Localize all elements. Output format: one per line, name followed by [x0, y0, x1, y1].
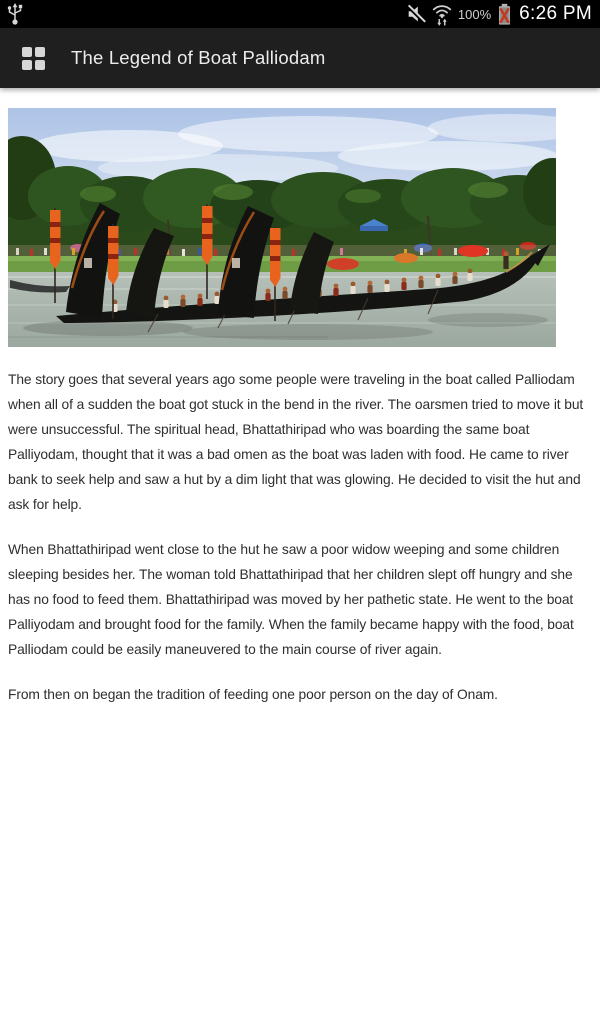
usb-icon — [5, 2, 25, 26]
status-bar[interactable] — [0, 0, 600, 28]
clock-label: 6:26 PM — [519, 3, 592, 24]
app-bar — [0, 28, 600, 88]
grid-menu-button[interactable] — [16, 41, 51, 76]
paragraph-1: The story goes that several years ago some people were traveling in the boat called Palliodam when all of a sudden the boat got stuck in the bend in the river. The oarsmen tried to move it but were unsuccessful. The spiritual head, Bhattathiripad who was boarding the same boat Palliyodam, thought that it was a bad omen as the boat was laden with food. He came to river bank to seek help and saw a hut by a dim light that was glowing. He decided to visit the hut and ask for help. — [8, 372, 584, 512]
paragraph-3: From then on began the tradition of feeding one poor person on the day of Onam. — [8, 687, 498, 702]
boat-race-illustration — [8, 108, 556, 347]
status-bar-right — [405, 2, 595, 26]
wifi-activity-icon — [431, 2, 453, 26]
grid-menu-icon — [22, 47, 45, 70]
battery-percent-label: 100% — [457, 6, 492, 22]
status-bar-left — [5, 2, 25, 26]
paragraph-2: When Bhattathiripad went close to the hut he saw a poor widow weeping and some children sleeping besides her. The woman told Bhattathiripad that her children slept off hungry and she has no food to feed them. Bhattathiripad was moved by her pathetic state. He went to the boat Palliyodam and brought food for the family. When the family became happy with the food, boat Palliodam could be easily maneuvered to the main course of river again. — [8, 542, 574, 657]
boat-race-photo — [8, 108, 556, 347]
article-content[interactable] — [0, 88, 600, 707]
battery-error-icon — [497, 2, 512, 26]
steersman — [503, 251, 508, 269]
volume-muted-icon — [405, 3, 427, 25]
page-title: The Legend of Boat Palliodam — [71, 47, 326, 68]
